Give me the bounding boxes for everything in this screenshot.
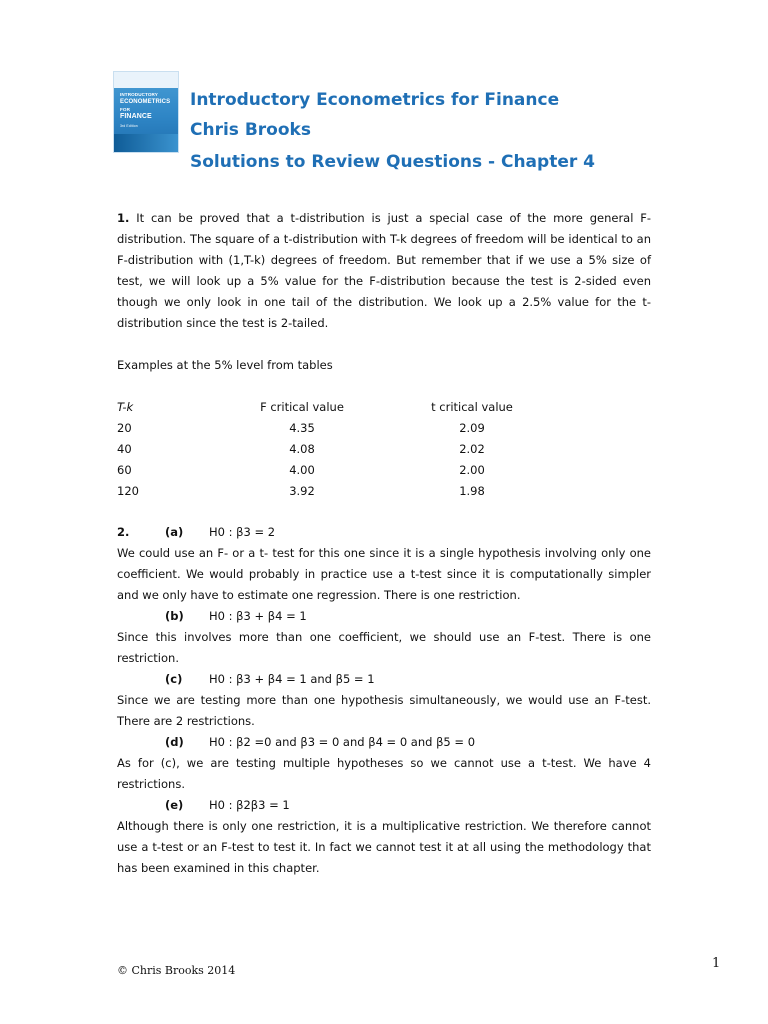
book-cover-image <box>114 72 178 152</box>
table-cell: 60 <box>117 463 132 477</box>
q2b-hypothesis: H0 : β3 + β4 = 1 <box>209 609 307 623</box>
q2c-answer: Since we are testing more than one hypothesis simultaneously, we would use an F-test. There are 2 restrictions. <box>117 693 651 728</box>
q2d-hypothesis: H0 : β2 =0 and β3 = 0 and β4 = 0 and β5 = 0 <box>209 735 476 749</box>
critical-values-table <box>117 397 557 502</box>
q2e-answer: Although there is only one restriction, it is a multiplicative restriction. We therefore cannot use a t-test or an F-test to test it. In fact we cannot test it at all using the methodology that has been examined in this chapter. <box>117 819 651 875</box>
table-row <box>117 460 557 481</box>
cover-text-line: INTRODUCTORY <box>120 92 158 97</box>
cover-top-band <box>114 72 178 88</box>
cover-text-line: 3rd Edition <box>120 124 138 128</box>
page-number: 1 <box>712 956 721 971</box>
q2d-label: (d) <box>165 735 184 749</box>
table-cell: 4.35 <box>289 421 315 435</box>
table-cell: 2.00 <box>459 463 485 477</box>
table-cell: 2.09 <box>459 421 485 435</box>
table-row <box>117 439 557 460</box>
q2a-answer: We could use an F- or a t- test for this one since it is a single hypothesis involving only one coefficient. We would probably in practice use a t-test since it is computationally simpler and we only have to estimate one regression. There is one restriction. <box>117 546 651 602</box>
table-cell: 4.08 <box>289 442 315 456</box>
cover-text-line: ECONOMETRICS <box>120 99 171 105</box>
table-cell: 1.98 <box>459 484 485 498</box>
table-cell: 20 <box>117 421 132 435</box>
table-cell: 3.92 <box>289 484 315 498</box>
table-row <box>117 481 557 502</box>
document-author: Chris Brooks <box>190 120 311 140</box>
q2e-hypothesis: H0 : β2β3 = 1 <box>209 798 290 812</box>
col-header-f: F critical value <box>260 400 344 414</box>
table-cell: 4.00 <box>289 463 315 477</box>
document-title: Introductory Econometrics for Finance <box>190 90 560 110</box>
table-cell: 2.02 <box>459 442 485 456</box>
q2a-hypothesis: H0 : β3 = 2 <box>209 525 276 539</box>
q2b-label: (b) <box>165 609 184 623</box>
cover-text-line: FOR <box>120 107 130 112</box>
table-cell: 40 <box>117 442 132 456</box>
q1-text: It can be proved that a t-distribution is just a special case of the more general F-distribution. The square of a t-distribution with T-k degrees of freedom will be identical to an F-distribution with (1,T-k) degrees of freedom. But remember that if we use a 5% size of test, we will look up a 5% value for the F-distribution because the test is 2-sided even though we only look in one tail of the distribution. We look up a 2.5% value for the t-distribution since the test is 2-tailed. <box>117 211 652 330</box>
copyright-footer: © Chris Brooks 2014 <box>117 964 236 977</box>
q2c-hypothesis: H0 : β3 + β4 = 1 and β5 = 1 <box>209 672 375 686</box>
q2-number: 2. <box>117 525 130 539</box>
examples-heading: Examples at the 5% level from tables <box>117 358 333 372</box>
cover-text-line: FINANCE <box>120 113 152 120</box>
q2d-answer: As for (c), we are testing multiple hypotheses so we cannot use a t-test. We have 4 restrictions. <box>117 756 651 791</box>
q2e-label: (e) <box>165 798 184 812</box>
table-header-row <box>117 397 557 418</box>
q2a-label: (a) <box>165 525 184 539</box>
table-cell: 120 <box>117 484 139 498</box>
q1-paragraph <box>117 208 651 334</box>
q2b-answer: Since this involves more than one coefficient, we should use an F-test. There is one restriction. <box>117 630 651 665</box>
document-subtitle: Solutions to Review Questions - Chapter 4 <box>190 152 595 172</box>
cover-bottom-band <box>114 134 178 152</box>
table-row <box>117 418 557 439</box>
q2c-label: (c) <box>165 672 183 686</box>
col-header-t: t critical value <box>431 400 513 414</box>
col-header-tk: T-k <box>117 400 134 414</box>
q1-number: 1. <box>117 211 130 225</box>
